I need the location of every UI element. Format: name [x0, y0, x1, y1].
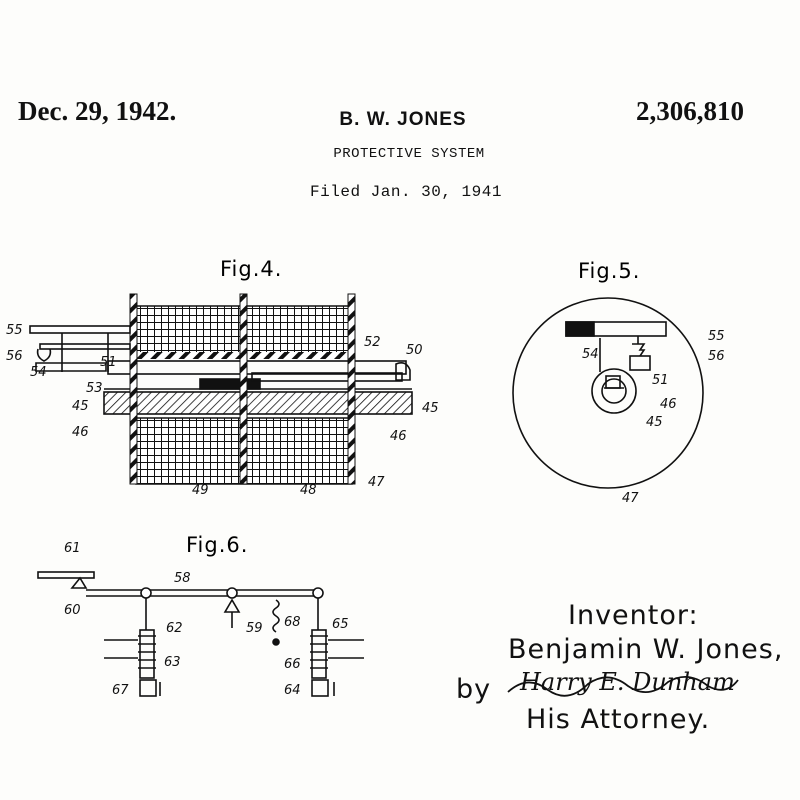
fig6-drawing	[38, 572, 364, 696]
fig6-label: Fig.6.	[186, 533, 249, 557]
inventor-label: Inventor:	[568, 600, 699, 631]
ref-label: 46	[72, 425, 89, 440]
attorney-signature: Harry E. Dunham	[520, 668, 735, 696]
fig5-label: Fig.5.	[578, 259, 641, 283]
ref-label: 62	[166, 621, 183, 636]
patent-date: Dec. 29, 1942.	[18, 96, 177, 126]
ref-label: 63	[164, 655, 181, 670]
ref-label: 45	[422, 401, 439, 416]
ref-label: 61	[64, 541, 81, 556]
inventor-signature-name: Benjamin W. Jones,	[508, 634, 784, 665]
ref-label: 48	[300, 483, 317, 498]
patent-number: 2,306,810	[636, 96, 744, 126]
ref-label: 65	[332, 617, 349, 632]
fig5-refs	[582, 329, 725, 506]
ref-label: 64	[284, 683, 301, 698]
ref-label: 58	[174, 571, 191, 586]
fig5-drawing	[513, 298, 703, 488]
ref-label: 59	[246, 621, 263, 636]
ref-label: 54	[30, 365, 47, 380]
ref-label: 45	[646, 415, 663, 430]
ref-label: 55	[6, 323, 23, 338]
by-label: by	[456, 674, 492, 705]
ref-label: 49	[192, 483, 209, 498]
ref-label: 45	[72, 399, 89, 414]
inventor-heading: B. W. JONES	[339, 109, 467, 130]
ref-label: 51	[100, 355, 117, 370]
ref-label: 54	[582, 347, 599, 362]
ref-label: 46	[390, 429, 407, 444]
ref-label: 47	[368, 475, 385, 490]
ref-label: 50	[406, 343, 423, 358]
ref-label: 68	[284, 615, 301, 630]
ref-label: 66	[284, 657, 301, 672]
ref-label: 51	[652, 373, 669, 388]
ref-label: 56	[708, 349, 725, 364]
fig6-refs	[64, 541, 349, 698]
ref-label: 52	[364, 335, 381, 350]
ref-label: 47	[622, 491, 639, 506]
ref-label: 55	[708, 329, 725, 344]
ref-label: 53	[86, 381, 103, 396]
fig4-label: Fig.4.	[220, 257, 283, 281]
ref-label: 60	[64, 603, 81, 618]
filed-date: Filed Jan. 30, 1941	[310, 183, 502, 201]
patent-title: PROTECTIVE SYSTEM	[333, 146, 485, 162]
attorney-label: His Attorney.	[526, 704, 711, 735]
ref-label: 67	[112, 683, 129, 698]
ref-label: 56	[6, 349, 23, 364]
ref-label: 46	[660, 397, 677, 412]
